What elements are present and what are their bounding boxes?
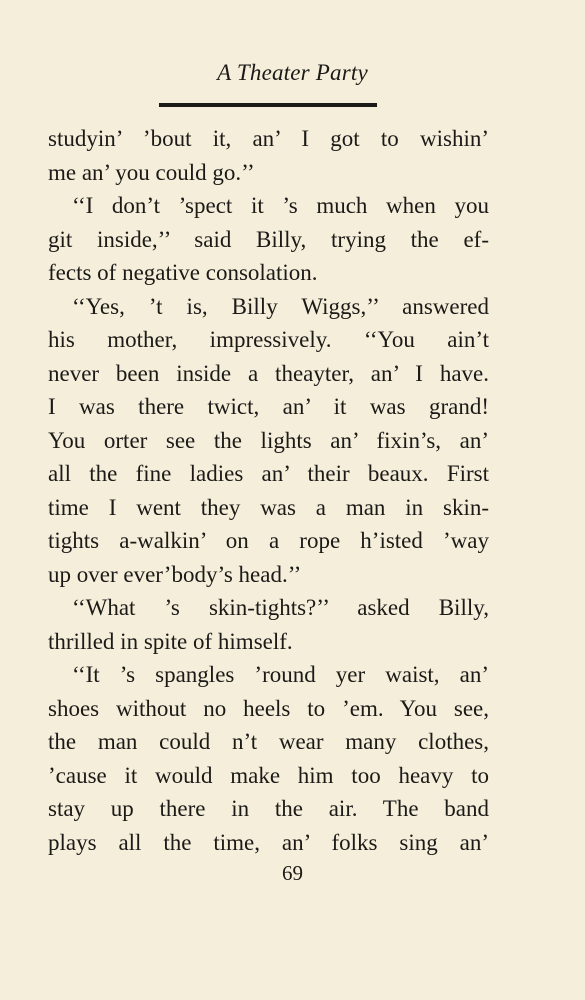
text-line: ‘‘What ’s skin-tights?’’ asked Billy, (72, 595, 489, 620)
text-line: fects of negative consolation. (48, 260, 318, 285)
page-number: 69 (282, 861, 303, 885)
text-line: ‘‘I don’t ’spect it ’s much when you (72, 193, 489, 218)
text-line: all the fine ladies an’ their beaux. First (48, 461, 489, 486)
text-line: You orter see the lights an’ fixin’s, an’ (48, 427, 489, 453)
text-line: ‘‘Yes, ’t is, Billy Wiggs,’’ answered (72, 293, 489, 319)
header-rule (159, 103, 377, 107)
text-line: shoes without no heels to ’em. You see, (48, 695, 489, 721)
text-line: stay up there in the air. The band (48, 796, 489, 821)
text-line: plays all the time, an’ folks sing an’ (48, 829, 489, 855)
text-line: tights a-walkin’ on a rope h’isted ’way (48, 528, 489, 553)
text-line: never been inside a theayter, an’ I have. (48, 360, 489, 386)
text-line: up over ever’body’s head.’’ (48, 561, 302, 587)
text-line: me an’ you could go.’’ (48, 159, 255, 185)
text-line: studyin’ ’bout it, an’ I got to wishin’ (48, 126, 489, 151)
body-text (48, 122, 489, 859)
text-line: I was there twict, an’ it was grand! (48, 394, 489, 419)
running-head: A Theater Party (217, 60, 368, 85)
text-line: git inside,’’ said Billy, trying the ef- (48, 226, 489, 252)
text-line: ‘‘It ’s spangles ’round yer waist, an’ (72, 662, 489, 687)
text-line: time I went they was a man in skin- (48, 494, 489, 520)
text-line: the man could n’t wear many clothes, (48, 729, 489, 754)
text-line: his mother, impressively. ‘‘You ain’t (48, 327, 489, 352)
text-line: thrilled in spite of himself. (48, 628, 293, 654)
text-line: ’cause it would make him too heavy to (48, 762, 489, 788)
